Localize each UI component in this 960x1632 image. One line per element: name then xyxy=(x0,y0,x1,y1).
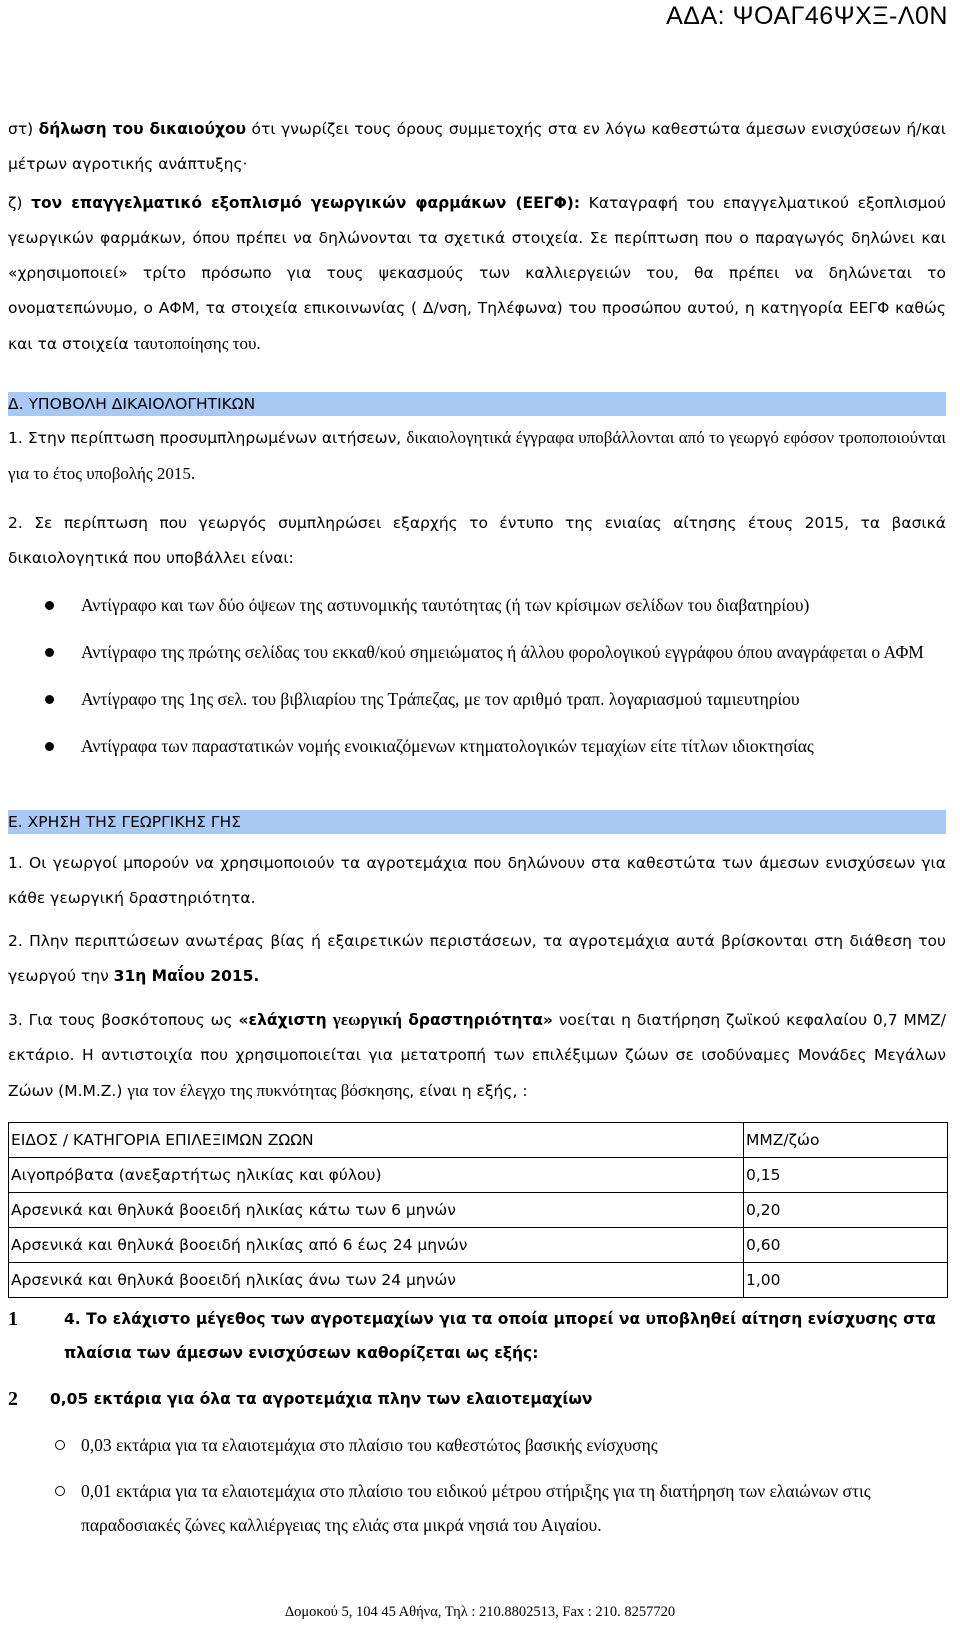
bullet-circle-icon xyxy=(55,1440,65,1450)
table-header-cell: ΜΜΖ/ζώο xyxy=(744,1123,948,1158)
paragraph-d1-serif: δικαιολογητικά έγγραφα υποβάλλονται από το γεωργό εφόσον τροποποιούνται για το έτος υποβολής 2015. xyxy=(8,428,946,483)
bullet-dot-icon xyxy=(45,601,54,610)
bullet-dot-icon xyxy=(45,742,54,751)
paragraph-e2-date: 31η Μαΐου 2015. xyxy=(113,967,260,985)
table-row: Αρσενικά και θηλυκά βοοειδή ηλικίας άνω των 24 μηνών 1,00 xyxy=(9,1263,948,1298)
paragraph-d1-sans: 1. Στην περίπτωση προσυμπληρωμένων αιτήσεων, xyxy=(8,429,407,447)
bullet-circle-icon xyxy=(55,1486,65,1496)
bullet-dot-icon xyxy=(45,695,54,704)
list-item: Αντίγραφο και των δύο όψεων της αστυνομικής ταυτότητας (ή των κρίσιμων σελίδων του διαβατηρίου) xyxy=(45,588,950,623)
paragraph-d1 xyxy=(8,420,946,492)
livestock-units-table xyxy=(8,1122,948,1298)
paragraph-z xyxy=(8,186,946,362)
documents-list xyxy=(45,588,950,764)
heading-submission-documents: Δ. ΥΠΟΒΟΛΗ ΔΙΚΑΙΟΛΟΓΗΤΙΚΩΝ xyxy=(8,392,946,416)
table-row: Αρσενικά και θηλυκά βοοειδή ηλικίας κάτω των 6 μηνών 0,20 xyxy=(9,1193,948,1228)
parcel-size-list xyxy=(55,1428,945,1542)
paragraph-e2 xyxy=(8,924,946,994)
numbered-item-1-text: 4. Το ελάχιστο μέγεθος των αγροτεμαχίων για τα οποία μπορεί να υποβληθεί αίτηση ενίσχυσης στα πλαίσια των άμεσων ενισχύσεων καθορίζεται ως εξής: xyxy=(64,1310,936,1362)
paragraph-z-bold: τον επαγγελματικό εξοπλισμό γεωργικών φαρμάκων (ΕΕΓΦ): xyxy=(31,194,581,212)
bullet-dot-icon xyxy=(45,648,54,657)
paragraph-e1: 1. Οι γεωργοί μπορούν να χρησιμοποιούν τα αγροτεμάχια που δηλώνουν στα καθεστώτα των άμεσων ενισχύσεων για κάθε γεωργική δραστηριότητα. xyxy=(8,854,946,907)
paragraph-st xyxy=(8,112,946,182)
paragraph-st-bold: δήλωση του δικαιούχου xyxy=(38,120,247,138)
list-item: 0,03 εκτάρια για τα ελαιοτεμάχια στο πλαίσιο του καθεστώτος βασικής ενίσχυσης xyxy=(55,1428,945,1462)
heading-land-use: Ε. ΧΡΗΣΗ ΤΗΣ ΓΕΩΡΓΙΚΗΣ ΓΗΣ xyxy=(8,810,946,834)
paragraph-e3: 3. Για τους βοσκότοπους ως «ελάχιστη γεωργική δραστηριότητα» νοείται η διατήρηση ζωϊκού κεφαλαίου 0,7 ΜΜΖ/εκτάριο. Η αντιστοιχία που χρησιμοποιείται για μετατροπή των επιλέξιμων ζώων σε ισοδύναμες Μονάδες Μεγάλων Ζώων (Μ.Μ.Ζ.) για τον έλεγχο της πυκνότητας βόσκησης, είναι η εξής, : xyxy=(8,1010,946,1100)
paragraph-z-rest: Καταγραφή του επαγγελματικού εξοπλισμού γεωργικών φαρμάκων, όπου πρέπει να δηλώνονται τα σχετικά στοιχεία. Σε περίπτωση που ο παραγωγός δηλώνει και «χρησιμοποιεί» τρίτο πρόσωπο για τους ψεκασμούς των καλλιεργειών του, θα πρέπει να δηλώνεται το ονοματεπώνυμο, ο ΑΦΜ, τα στοιχεία επικοινωνίας ( Δ/νση, Τηλέφωνα) του προσώπου αυτού, η κατηγορία ΕΕΓΦ καθώς και τα στοιχεία xyxy=(8,194,946,353)
paragraph-z-serif-tail: ταυτοποίησης του. xyxy=(133,334,261,353)
paragraph-st-rest: ότι γνωρίζει τους όρους συμμετοχής στα εν λόγω καθεστώτα άμεσων ενισχύσεων ή/και μέτρων αγροτικής ανάπτυξης· xyxy=(8,120,946,173)
paragraph-d2: 2. Σε περίπτωση που γεωργός συμπληρώσει εξαρχής το έντυπο της ενιαίας αίτησης έτους 2015, τα βασικά δικαιολογητικά που υποβάλλει είναι: xyxy=(8,514,946,567)
list-item: 0,01 εκτάρια για τα ελαιοτεμάχια στο πλαίσιο του ειδικού μέτρου στήριξης για τη διατήρηση των ελαιώνων στις παραδοσιακές ζώνες καλλιέργειας της ελιάς στα μικρά νησιά του Αιγαίου. xyxy=(55,1474,945,1542)
item-number: 2 xyxy=(8,1388,18,1410)
list-item: Αντίγραφο της 1ης σελ. του βιβλιαρίου της Τράπεζας, με τον αριθμό τραπ. λογαριασμού ταμιευτηρίου xyxy=(45,682,950,717)
numbered-item-1 xyxy=(8,1302,948,1370)
table-header-row xyxy=(9,1123,948,1158)
list-item: Αντίγραφα των παραστατικών νομής ενοικιαζόμενων κτηματολογικών τεμαχίων είτε τίτλων ιδιοκτησίας xyxy=(45,729,950,764)
list-item: Αντίγραφο της πρώτης σελίδας του εκκαθ/κού σημειώματος ή άλλου φορολογικού εγγράφου όπου αναγράφεται ο ΑΦΜ xyxy=(45,635,950,670)
table-header-cell: ΕΙΔΟΣ / ΚΑΤΗΓΟΡΙΑ ΕΠΙΛΕΞΙΜΩΝ ΖΩΩΝ xyxy=(9,1123,744,1158)
ada-code: ΑΔΑ: ΨΟΑΓ46ΨΧΞ-Λ0Ν xyxy=(666,2,948,30)
numbered-item-2 xyxy=(8,1382,948,1416)
item-number: 1 xyxy=(8,1308,18,1330)
paragraph-st-prefix: στ) xyxy=(8,120,39,138)
table-row: Αιγοπρόβατα (ανεξαρτήτως ηλικίας και φύλου) 0,15 xyxy=(9,1158,948,1193)
footer-address: Δομοκού 5, 104 45 Αθήνα, Τηλ : 210.8802513, Fax : 210. 8257720 xyxy=(284,1604,676,1620)
table-row: Αρσενικά και θηλυκά βοοειδή ηλικίας από 6 έως 24 μηνών 0,60 xyxy=(9,1228,948,1263)
numbered-item-2-text: 0,05 εκτάρια για όλα τα αγροτεμάχια πλην των ελαιοτεμαχίων xyxy=(50,1390,593,1408)
paragraph-z-prefix: ζ) xyxy=(8,194,32,212)
paragraph-e2-text: 2. Πλην περιπτώσεων ανωτέρας βίας ή εξαιρετικών περιστάσεων, τα αγροτεμάχια αυτά βρίσκονται στη διάθεση του γεωργού την xyxy=(8,932,946,985)
